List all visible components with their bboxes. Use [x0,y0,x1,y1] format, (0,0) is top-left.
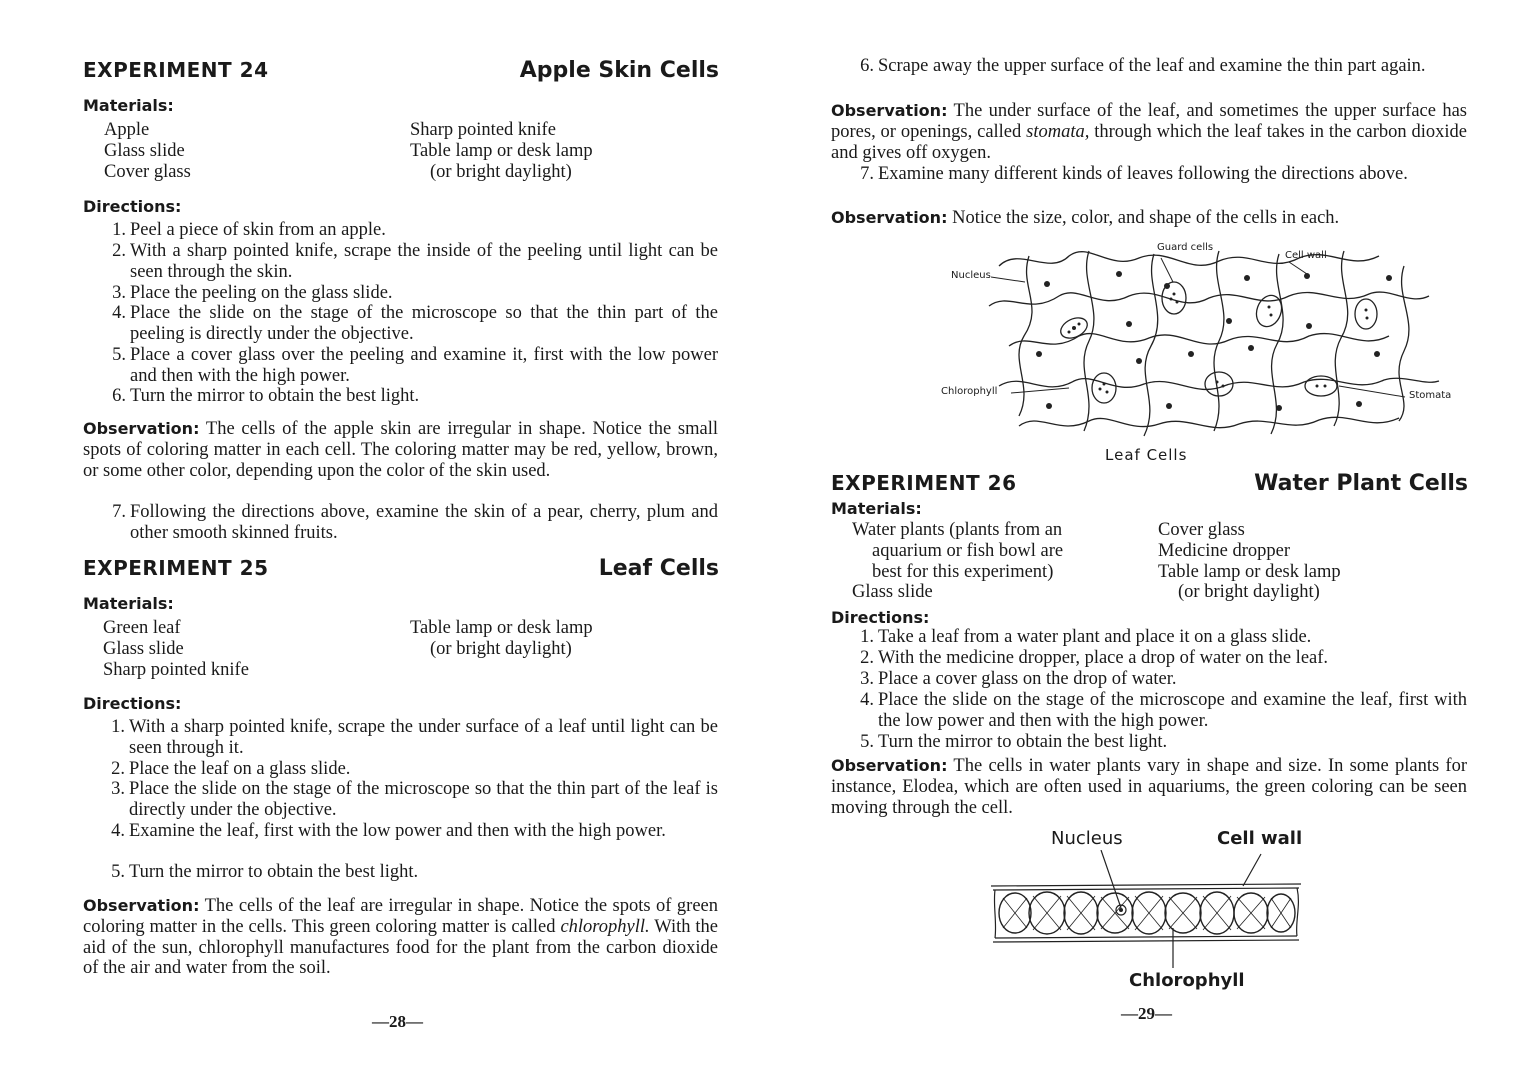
experiment-25-title: EXPERIMENT 25 [83,556,269,580]
observation-label: Observation: [831,756,948,775]
observation-text: The under surface of the leaf, and sometimes the upper surface has pores, or openings, called [831,101,1468,142]
directions-label: Directions: [831,608,930,627]
observation-text: The cells of the apple skin are irregular in shape. Notice the small spots of coloring matter in each cell. The coloring matter may be red, yellow, brown, or some other color, depending upon the color of the skin used. [83,419,718,481]
list-item: Apple [104,120,150,140]
page-number: —29— [1121,1004,1172,1023]
list-item: Glass slide [104,140,185,161]
list-item: Cover glass [1158,520,1245,540]
page-number: —28— [372,1012,423,1031]
materials-list [104,120,191,182]
list-item: 4. Place the slide on the stage of the microscope and examine the leaf, first with the low power and then with the high power. [860,690,1467,731]
list-item: Cover glass [104,161,191,182]
list-item: 2. Place the leaf on a glass slide. [111,759,351,779]
cell-wall-label: Cell wall [1285,250,1327,261]
materials-list [103,618,249,680]
list-item: 7. Following the directions above, examine the skin of a pear, cherry, plum and other smooth skinned fruits. [112,502,718,543]
list-item: Medicine dropper [1158,540,1291,561]
list-item: 3. Place the peeling on the glass slide. [112,283,393,303]
observation-paragraph [831,208,1467,229]
cell-wall-label: Cell wall [1217,828,1303,849]
experiment-25-name: Leaf Cells [598,556,719,581]
observation-label: Observation: [83,419,200,438]
list-item: (or bright daylight) [430,638,572,659]
guard-cells-label: Guard cells [1157,242,1214,253]
materials-label: Materials: [83,96,174,115]
observation-text: through which the leaf takes in the carbon dioxide and gives off oxygen. [831,121,1467,163]
experiment-26-title: EXPERIMENT 26 [831,471,1017,495]
list-item: Table lamp or desk lamp [410,618,593,638]
list-item: 4. Place the slide on the stage of the microscope so that the thin part of the peeling is directly under the objective. [112,303,718,344]
list-item: 1. Peel a piece of skin from an apple. [112,220,386,240]
observation-paragraph [831,101,1467,163]
list-item: Sharp pointed knife [410,120,556,140]
directions-label: Directions: [83,694,182,713]
nucleus-label: Nucleus [951,270,991,281]
materials-list [1158,520,1341,603]
list-item: 5. Turn the mirror to obtain the best light. [111,862,419,882]
stomata-label: Stomata [1409,390,1452,401]
experiment-24-name: Apple Skin Cells [519,58,719,83]
list-item: 3. Place a cover glass on the drop of water. [860,669,1177,689]
observation-paragraph [831,756,1467,818]
materials-list [410,120,593,182]
observation-text: Notice the size, color, and shape of the cells in each. [952,208,1340,228]
water-plant-cell-diagram [991,850,1311,970]
list-item: 3. Place the slide on the stage of the microscope so that the thin part of the leaf is directly under the objective. [111,779,718,820]
observation-emphasis: chlorophyll. [560,916,650,937]
observation-text: With the aid of the sun, chlorophyll manufactures food for the plant from the carbon dioxide of the air and water from the soil. [83,916,718,979]
list-item: 2. With a sharp pointed knife, scrape the inside of the peeling until light can be seen through the skin. [112,241,718,282]
materials-list [852,520,1063,603]
observation-text: The cells in water plants vary in shape and size. In some plants for instance, Elodea, which are often used in aquariums, the green coloring can be seen moving through the cell. [831,756,1468,818]
list-item: 2. With the medicine dropper, place a drop of water on the leaf. [860,648,1329,668]
list-item: Glass slide [103,638,184,659]
nucleus-label: Nucleus [1051,828,1123,849]
list-item: 4. Examine the leaf, first with the low power and then with the high power. [111,821,666,841]
observation-paragraph [83,896,718,979]
chlorophyll-label: Chlorophyll [941,386,998,397]
observation-emphasis: stomata, [1026,121,1090,142]
chlorophyll-label: Chlorophyll [1129,970,1245,991]
leaf-cells-diagram [929,236,1489,468]
list-item: aquarium or fish bowl are [872,540,1064,561]
list-item: 6. Scrape away the upper surface of the leaf and examine the thin part again. [860,56,1426,76]
directions-label: Directions: [83,197,182,216]
list-item: (or bright daylight) [1178,582,1320,603]
materials-label: Materials: [831,499,922,518]
list-item: 1. With a sharp pointed knife, scrape the under surface of a leaf until light can be seen through it. [111,717,718,758]
list-item: Green leaf [103,618,181,638]
experiment-26-name: Water Plant Cells [1254,471,1468,496]
list-item: Glass slide [852,582,933,603]
list-item: Sharp pointed knife [103,659,249,680]
list-item: 5. Place a cover glass over the peeling and examine it, first with the low power and then with the high power. [112,345,718,386]
list-item: Table lamp or desk lamp [410,140,593,161]
list-item: (or bright daylight) [430,161,572,182]
list-item: best for this experiment) [872,561,1054,582]
observation-label: Observation: [83,896,200,915]
observation-label: Observation: [831,208,948,227]
observation-text: The cells of the leaf are irregular in shape. Notice the spots of green coloring matter in the cells. This green coloring matter is called [83,896,718,937]
list-item: 7. Examine many different kinds of leaves following the directions above. [860,164,1408,184]
list-item: 1. Take a leaf from a water plant and place it on a glass slide. [860,627,1312,647]
materials-label: Materials: [83,594,174,613]
list-item: 6. Turn the mirror to obtain the best light. [112,386,420,406]
observation-label: Observation: [831,101,948,120]
materials-list [410,618,593,660]
experiment-24-title: EXPERIMENT 24 [83,58,269,82]
right-page [769,0,1538,1088]
list-item: Table lamp or desk lamp [1158,561,1341,582]
list-item: Water plants (plants from an [852,520,1063,540]
leaf-cells-caption: Leaf Cells [1105,446,1188,464]
observation-paragraph [83,419,718,481]
list-item: 5. Turn the mirror to obtain the best light. [860,732,1168,752]
